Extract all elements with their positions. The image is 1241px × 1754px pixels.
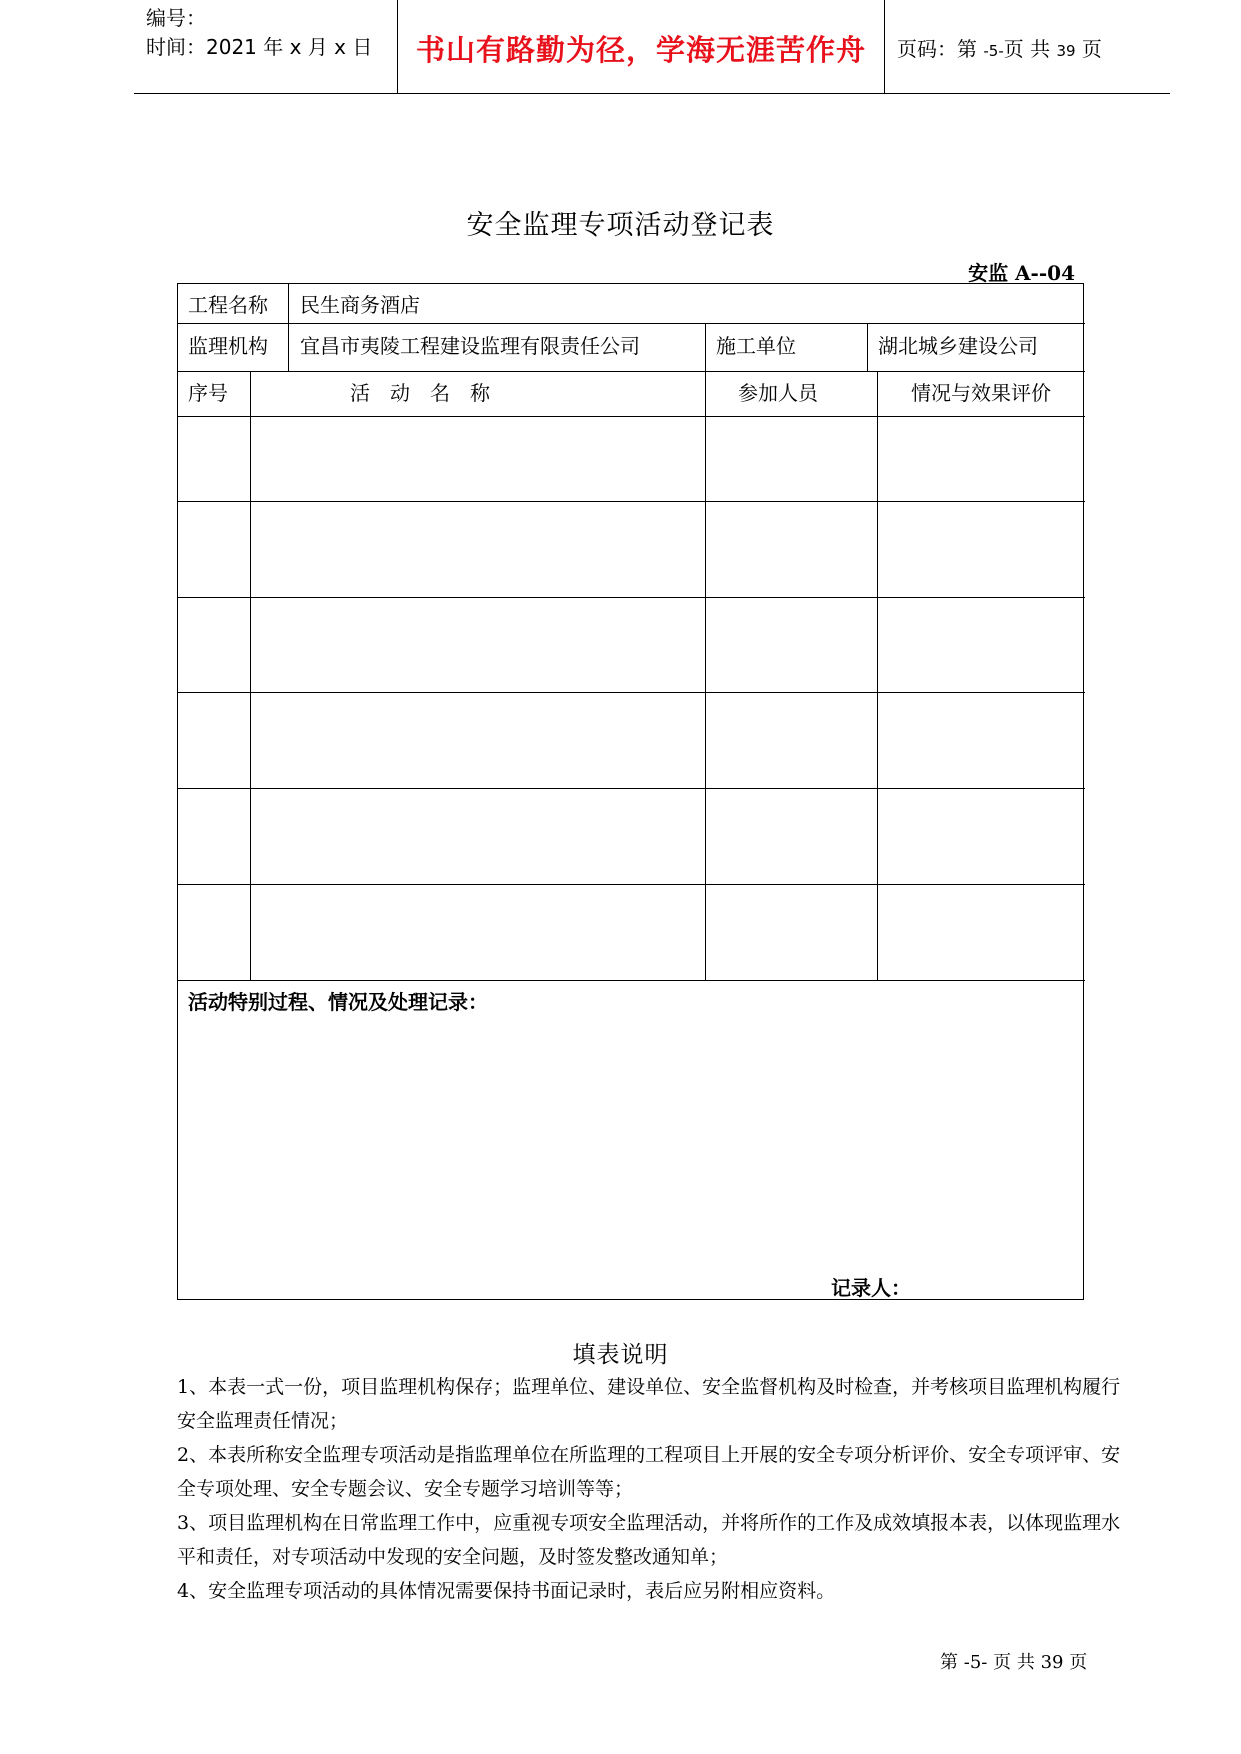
- footer-current: -5-: [963, 1652, 988, 1673]
- column-header-evaluation: 情况与效果评价: [911, 381, 1051, 405]
- contractor-label: 施工单位: [716, 334, 796, 358]
- header-meta: [146, 4, 372, 62]
- footer-prefix: 第: [940, 1652, 958, 1673]
- footer-total: 39: [1040, 1652, 1064, 1673]
- entry-row[interactable]: [178, 598, 1085, 692]
- footer-suffix: 页: [1069, 1652, 1088, 1673]
- entry-row[interactable]: [178, 417, 1085, 501]
- activity-register-table: [177, 283, 1084, 1300]
- recorder-label: 记录人：: [831, 1276, 911, 1300]
- document-title: 安全监理专项活动登记表: [466, 210, 775, 241]
- row-line: [178, 371, 1085, 372]
- header-page-number: [897, 33, 1102, 62]
- entry-row[interactable]: [178, 693, 1085, 788]
- page-current: -5-: [983, 42, 1004, 60]
- row-line: [178, 980, 1085, 981]
- header-divider: [884, 0, 885, 93]
- entry-row[interactable]: [178, 885, 1085, 980]
- supervisor-value: 宜昌市夷陵工程建设监理有限责任公司: [300, 334, 640, 358]
- page-mid: 页 共: [1003, 37, 1051, 61]
- instructions-title: 填表说明: [572, 1342, 669, 1368]
- col-line: [867, 323, 868, 371]
- column-header-participants: 参加人员: [738, 381, 818, 405]
- column-header-activity: 活 动 名 称: [350, 381, 490, 405]
- page-header: [134, 0, 1170, 94]
- page-footer: [940, 1648, 1087, 1674]
- project-name-label: 工程名称: [188, 293, 268, 317]
- project-name-value: 民生商务酒店: [300, 293, 420, 317]
- instructions-list: [177, 1370, 1122, 1608]
- instruction-item: 2、本表所称安全监理专项活动是指监理单位在所监理的工程项目上开展的安全专项分析评价、安全专项评审、安全专项处理、安全专题会议、安全专题学习培训等等；: [177, 1444, 1121, 1500]
- record-label: 活动特别过程、情况及处理记录：: [188, 990, 488, 1014]
- document-number-label: 编号：: [146, 6, 206, 30]
- row-line: [178, 323, 1085, 324]
- page-suffix: 页: [1081, 37, 1102, 61]
- instruction-item: 4、安全监理专项活动的具体情况需要保持书面记录时，表后应另附相应资料。: [177, 1580, 836, 1602]
- col-line: [705, 323, 706, 371]
- instruction-item: 1、本表一式一份，项目监理机构保存；监理单位、建设单位、安全监督机构及时检查，并考核项目监理机构履行安全监理责任情况；: [177, 1376, 1121, 1432]
- page-prefix: 页码：第: [897, 37, 977, 61]
- page-total: 39: [1056, 42, 1076, 60]
- entry-row[interactable]: [178, 502, 1085, 597]
- col-line: [288, 284, 289, 371]
- instruction-item: 3、项目监理机构在日常监理工作中，应重视专项安全监理活动，并将所作的工作及成效填报本表，以体现监理水平和责任，对专项活动中发现的安全问题，及时签发整改通知单；: [177, 1512, 1121, 1568]
- document-time: 时间：2021 年 x 月 x 日: [146, 35, 373, 59]
- header-motto: 书山有路勤为径，学海无涯苦作舟: [415, 33, 866, 67]
- form-code: 安监 A--04: [968, 261, 1075, 285]
- contractor-value: 湖北城乡建设公司: [878, 334, 1038, 358]
- entry-row[interactable]: [178, 789, 1085, 884]
- footer-mid: 页 共: [993, 1652, 1035, 1673]
- column-header-seq: 序号: [188, 381, 228, 405]
- supervisor-label: 监理机构: [188, 334, 268, 358]
